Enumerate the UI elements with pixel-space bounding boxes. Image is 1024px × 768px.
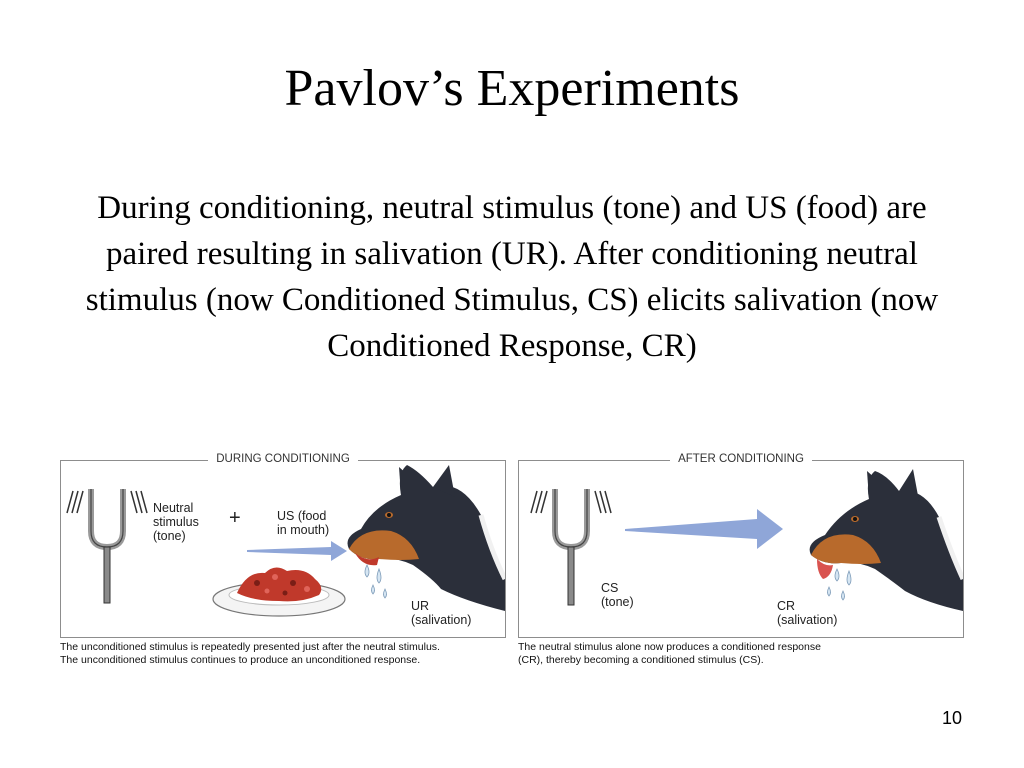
- dog-head-icon: [348, 465, 506, 611]
- after-conditioning-panel: [518, 453, 964, 638]
- after-conditioning-illustration: [519, 461, 963, 637]
- dog-head-icon: [810, 469, 963, 611]
- us-food-label: US (food in mouth): [277, 509, 330, 537]
- plus-sign: +: [229, 507, 241, 529]
- after-conditioning-caption: The neutral stimulus alone now produces a conditioned response (CR), thereby becoming a conditioned stimulus (CS).: [518, 641, 821, 666]
- page-number: 10: [941, 708, 962, 728]
- tuning-fork-icon: [531, 489, 611, 605]
- during-conditioning-caption: The unconditioned stimulus is repeatedly presented just after the neutral stimulus. The unconditioned stimulus continues to produce an unconditioned response.: [60, 641, 440, 666]
- slide-title: Pavlov’s Experiments: [284, 60, 740, 117]
- pairing-arrow: [247, 541, 347, 561]
- saliva-drops-icon: [828, 569, 852, 600]
- cr-salivation-label: CR (salivation): [777, 599, 838, 627]
- slide-body-text: During conditioning, neutral stimulus (tone) and US (food) are paired resulting in salivation (UR). After conditioning neutral stimulus (now Conditioned Stimulus, CS) elicits salivation (now Conditioned Response, CR): [85, 190, 939, 364]
- neutral-stimulus-label: Neutral stimulus (tone): [153, 501, 199, 543]
- saliva-drops-icon: [365, 565, 387, 598]
- food-plate-icon: [213, 567, 345, 616]
- during-conditioning-heading: DURING CONDITIONING: [61, 453, 505, 465]
- tone-arrow: [625, 509, 783, 549]
- tuning-fork-icon: [67, 489, 147, 603]
- after-conditioning-heading: AFTER CONDITIONING: [519, 453, 963, 465]
- ur-salivation-label: UR (salivation): [411, 599, 472, 627]
- cs-tone-label: CS (tone): [601, 581, 634, 609]
- during-conditioning-panel: [60, 453, 506, 638]
